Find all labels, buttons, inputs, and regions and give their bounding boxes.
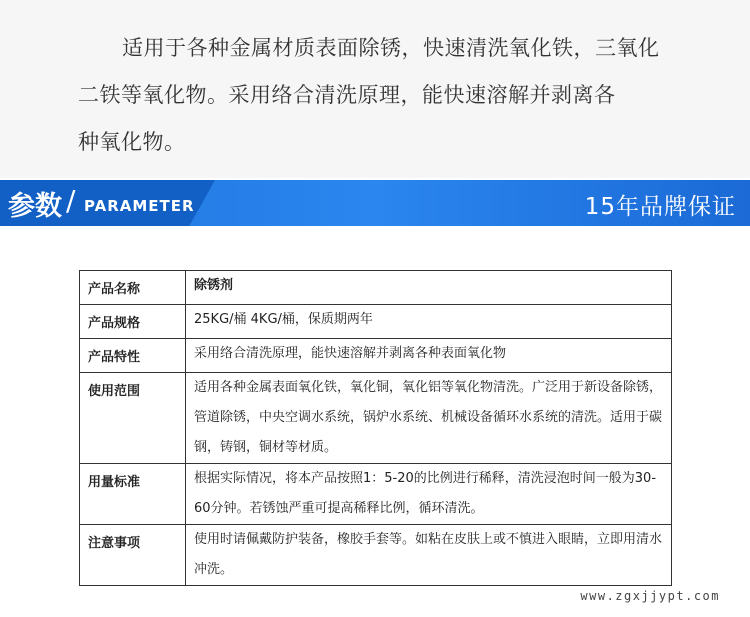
table-row bbox=[80, 464, 672, 525]
table-value: 25KG/桶 4KG/桶，保质期两年 bbox=[186, 305, 672, 339]
intro-line-3: 种氧化物。 bbox=[78, 130, 186, 154]
table-row bbox=[80, 373, 672, 464]
banner-subtitle: PARAMETER bbox=[84, 197, 195, 215]
intro-section bbox=[0, 0, 750, 178]
table-key: 产品名称 bbox=[80, 271, 186, 305]
table-row bbox=[80, 525, 672, 586]
table-key: 用量标准 bbox=[80, 464, 186, 525]
table-value: 采用络合清洗原理，能快速溶解并剥离各种表面氧化物 bbox=[186, 339, 672, 373]
table-value: 使用时请佩戴防护装备，橡胶手套等。如粘在皮肤上或不慎进入眼睛，立即用清水冲洗。 bbox=[186, 525, 672, 586]
banner-guarantee: 15年品牌保证 bbox=[584, 194, 736, 220]
table-row bbox=[80, 271, 672, 305]
table-value: 除锈剂 bbox=[186, 271, 672, 305]
intro-line-1: 适用于各种金属材质表面除锈，快速清洗氧化铁，三氧化 bbox=[122, 36, 660, 60]
table-key: 注意事项 bbox=[80, 525, 186, 586]
table-value: 适用各种金属表面氧化铁，氧化铜，氧化铝等氧化物清洗。广泛用于新设备除锈，管道除锈，中央空调水系统，锅炉水系统、机械设备循环水系统的清洗。适用于碳钢，铸钢，铜材等材质。 bbox=[186, 373, 672, 464]
spec-table bbox=[79, 270, 672, 586]
table-row bbox=[80, 305, 672, 339]
banner-title: 参数 bbox=[8, 191, 62, 222]
intro-line-2: 二铁等氧化物。采用络合清洗原理，能快速溶解并剥离各 bbox=[78, 83, 616, 107]
parameter-banner bbox=[0, 180, 750, 226]
watermark-url: www.zgxjjypt.com bbox=[580, 589, 720, 603]
table-value: 根据实际情况，将本产品按照1：5-20的比例进行稀释，清洗浸泡时间一般为30-60分钟。若锈蚀严重可提高稀释比例，循环清洗。 bbox=[186, 464, 672, 525]
table-key: 使用范围 bbox=[80, 373, 186, 464]
table-row bbox=[80, 339, 672, 373]
table-key: 产品特性 bbox=[80, 339, 186, 373]
table-key: 产品规格 bbox=[80, 305, 186, 339]
banner-slash: / bbox=[66, 184, 76, 217]
